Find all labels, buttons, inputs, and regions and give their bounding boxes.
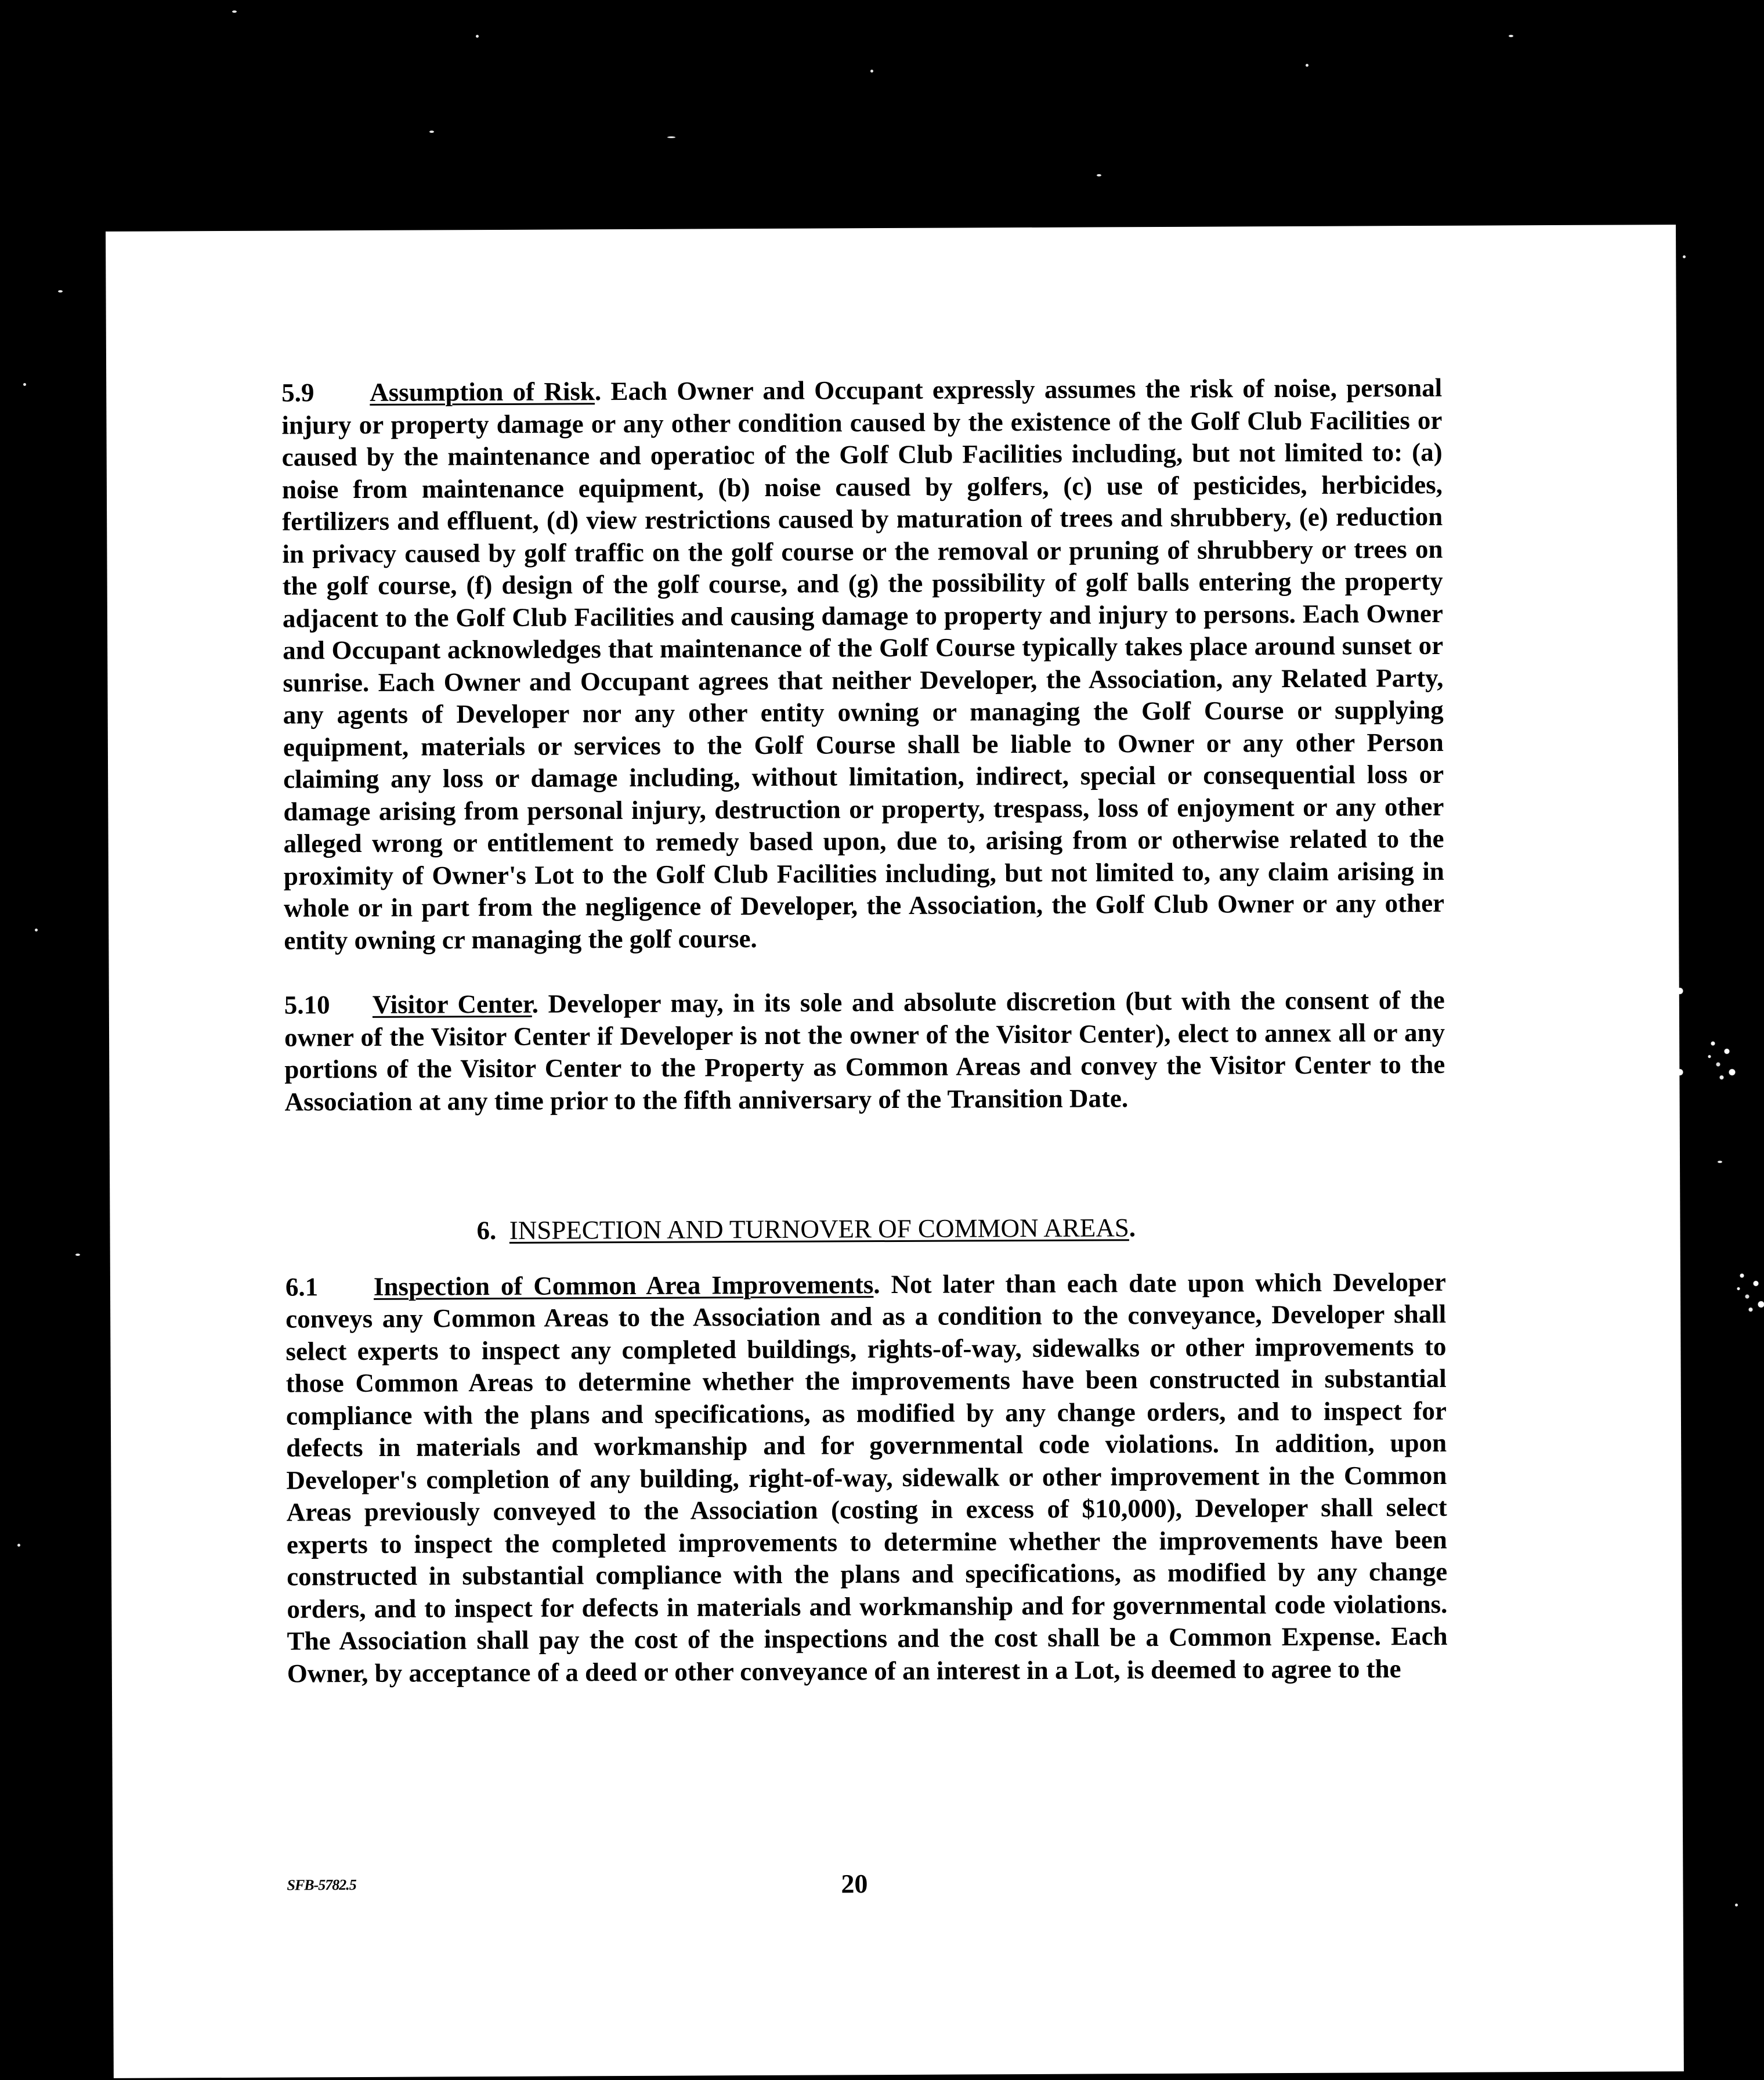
article-6-heading <box>285 1211 1445 1248</box>
section-number: 6.1 <box>285 1272 319 1302</box>
document-page <box>106 225 1684 2078</box>
scan-noise-cluster <box>1706 1033 1741 1085</box>
scan-speck <box>667 136 675 138</box>
scan-speck <box>17 1544 20 1547</box>
section-5-10-paragraph <box>284 984 1445 1118</box>
section-heading-inspection: Inspection of Common Area Improvements <box>373 1269 874 1301</box>
scan-speck <box>58 290 63 292</box>
article-number: 6. <box>476 1215 497 1245</box>
article-title: INSPECTION AND TURNOVER OF COMMON AREAS <box>509 1213 1129 1245</box>
section-body-text: . Each Owner and Occupant expressly assumes the risk of noise, personal injury or property damage or any other condition caused by the existence of the Golf Club Facilities or caused by the maintenance and operatioc of the Golf Club Facilities including, but not limited to: (a) noise from maintenance equipment, (b) noise caused by golfers, (c) use of pesticides, herbicides, fertilizers and effluent, (d) view restrictions caused by maturation of trees and shrubbery, (e) reduction in privacy caused by golf traffic on the golf course or the removal or pruning of shrubbery or trees on the golf course, (f) design of the golf course, and (g) the possibility of golf balls entering the property adjacent to the Golf Club Facilities and causing damage to property and injury to persons. Each Owner and Occupant acknowledges that maintenance of the Golf Course typically takes place around sunset or sunrise. Each Owner and Occupant agrees that neither Developer, the Association, any Related Party, any agents of Developer nor any other entity owning or managing the Golf Course or supplying equipment, materials or services to the Golf Course shall be liable to Owner or any other Person claiming any loss or damage including, without limitation, indirect, special or consequential loss or damage arising from personal injury, destruction or property, trespass, loss of enjoyment or any other alleged wrong or entitlement to remedy based upon, due to, arising from or otherwise related to the proximity of Owner's Lot to the Golf Club Facilities including, but not limited to, any claim arising in whole or in part from the negligence of Developer, the Association, the Golf Club Owner or any other entity owning cr managing the golf course. <box>281 373 1445 955</box>
scan-speck <box>429 131 434 133</box>
scan-speck <box>1097 174 1101 176</box>
section-6-1-paragraph <box>285 1266 1448 1689</box>
section-5-9-paragraph <box>281 372 1444 957</box>
scan-speck <box>23 383 26 386</box>
scan-speck <box>232 10 237 13</box>
scan-speck <box>1718 1161 1722 1163</box>
section-body-text: . Not later than each date upon which Developer conveys any Common Areas to the Association and as a condition to the conveyance, Developer shall select experts to inspect any completed buildings, rights-of-way, sidewalks or other improvements to those Common Areas to determine whether the improvements have been constructed in substantial compliance with the plans and specifications, as modified by any change orders, and to inspect for defects in materials and workmanship and for governmental code violations. In addition, upon Developer's completion of any building, right-of-way, sidewalk or other improvement in the Common Areas previously conveyed to the Association (costing in excess of $10,000), Developer shall select experts to inspect the completed improvements to determine whether the improvements have been constructed in substantial compliance with the plans and specifications, as modified by any change orders, and to inspect for defects in materials and workmanship and for governmental code violations. The Association shall pay the cost of the inspections and the cost shall be a Common Expense. Each Owner, by acceptance of a deed or other conveyance of an interest in a Lot, is deemed to agree to the <box>285 1267 1448 1688</box>
section-heading-visitor-center: Visitor Center <box>372 989 532 1019</box>
scan-noise-cluster <box>1735 1265 1764 1317</box>
scan-speck <box>75 1254 80 1256</box>
section-heading-assumption-of-risk: Assumption of Risk <box>370 377 595 407</box>
page-number: 20 <box>841 1869 868 1899</box>
scan-speck <box>870 70 873 73</box>
section-number: 5.10 <box>284 990 330 1020</box>
scan-speck <box>1509 35 1513 37</box>
scan-speck <box>35 929 38 931</box>
scan-speck <box>1735 1904 1738 1906</box>
section-body-text: . Developer may, in its sole and absolute discretion (but with the consent of the owner of the Visitor Center if Developer is not the owner of the Visitor Center), elect to annex all or any portions of the Visitor Center to the Property as Common Areas and convey the Visitor Center to the Association at any time prior to the fifth anniversary of the Transition Date. <box>284 985 1445 1117</box>
article-title-suffix: . <box>1129 1213 1136 1243</box>
scan-speck <box>1683 255 1686 258</box>
scan-speck <box>476 35 479 38</box>
scan-speck <box>1306 64 1308 67</box>
document-code: SFB-5782.5 <box>287 1876 356 1894</box>
document-body <box>281 372 1448 1690</box>
section-number: 5.9 <box>281 378 315 407</box>
